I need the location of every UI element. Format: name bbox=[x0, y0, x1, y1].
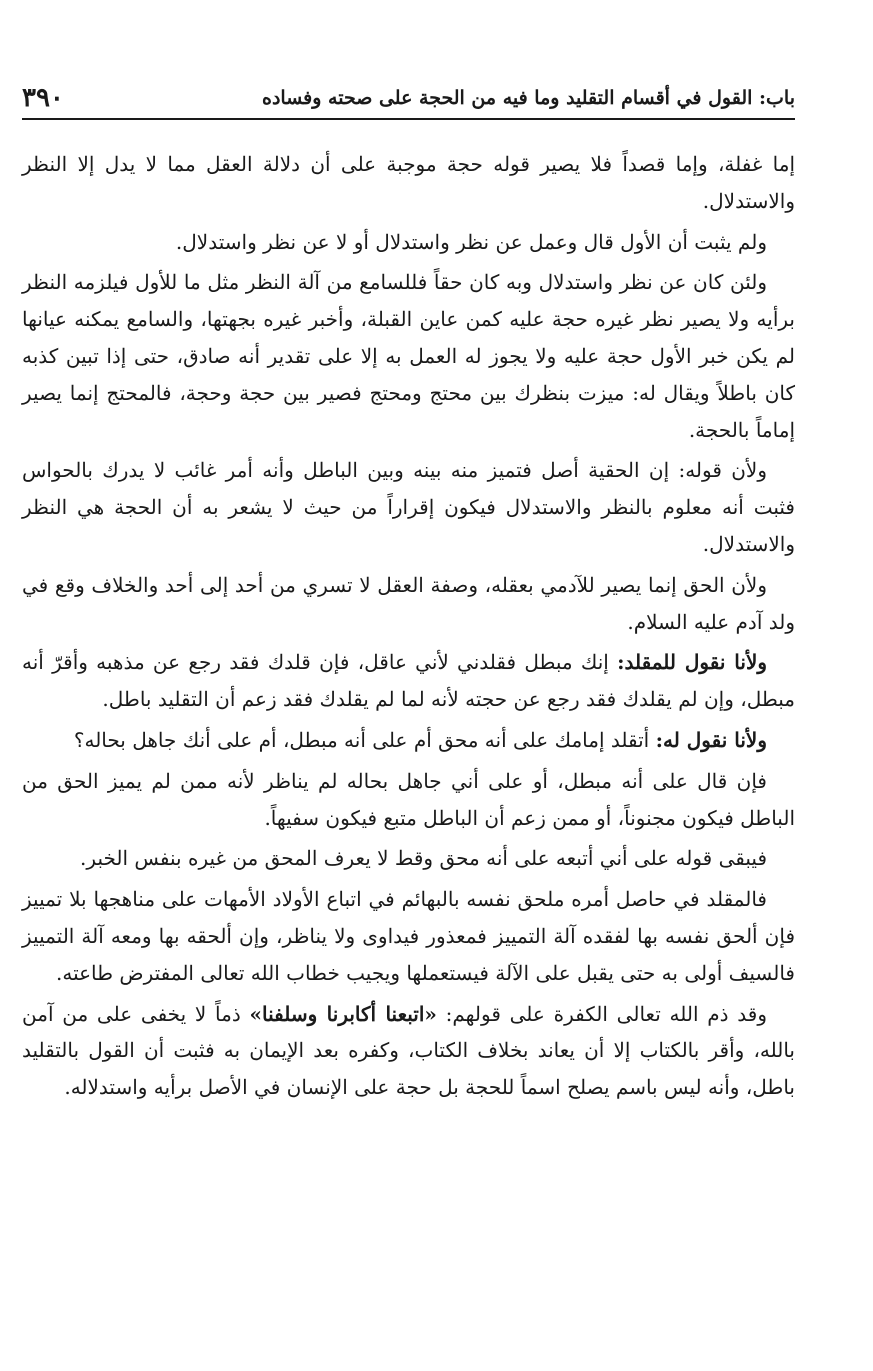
paragraph: ولأن قوله: إن الحقية أصل فتميز منه بينه وبين الباطل وأنه أمر غائب لا يدرك بالحواس فثبت أنه معلوم بالنظر والاستدلال فيكون إقراراً من حيث لا يشعر به أن الحجة هي النظر والاستدلال. bbox=[22, 458, 795, 556]
paragraph-text: إنك مبطل فقلدني لأني عاقل، فإن قلدك فقد رجع عن مذهبه وأقرّ أنه مبطل، وإن لم يقلدك فقد رجع عن حجته لأنه لما لم يقلدك فقد زعم أن التقليد باطل. bbox=[22, 650, 795, 712]
paragraph: فيبقى قوله على أني أتبعه على أنه محق وقط لا يعرف المحق من غيره بنفس الخبر. bbox=[80, 846, 767, 871]
quran-quote: «اتبعنا أكابرنا وسلفنا» bbox=[249, 1001, 437, 1026]
running-title: باب: القول في أقسام التقليد وما فيه من الحجة على صحته وفساده bbox=[262, 87, 795, 109]
paragraph bbox=[22, 996, 795, 1106]
page-number: ٣٩٠ bbox=[22, 83, 64, 113]
body-text bbox=[22, 146, 795, 1110]
paragraph-lead: ولأنا نقول له: bbox=[655, 727, 767, 752]
paragraph bbox=[22, 644, 795, 718]
paragraph: ولئن كان عن نظر واستدلال وبه كان حقاً فللسامع من آلة النظر مثل ما للأول فيلزمه النظر برأيه ولا يصير نظر غيره حجة عليه كمن عاين القبلة، وأخبر غيره بجهتها، والسامع يمكنه عيانها لم يكن خبر الأول حجة عليه ولا يجوز له العمل به إلا على تقدير أنه صادق، حتى إذا تبين كذبه كان باطلاً ويقال له: ميزت بنظرك بين محتج ومحتج فصير بين حجة وحجة، فالمحتج إنما يصير إماماً بالحجة. bbox=[22, 270, 795, 442]
paragraph-text: ذماً لا يخفى على من آمن بالله، وأقر بالكتاب إلا أن يعاند بخلاف الكتاب، وكفره بعد الإيمان به فثبت أن القول بالتقليد باطل، وأنه ليس باسم يصلح اسماً للحجة بل حجة على الإنسان في الأصل برأيه واستدلاله. bbox=[22, 1001, 795, 1100]
paragraph-text: أتقلد إمامك على أنه محق أم على أنه مبطل، أم على أنك جاهل بحاله؟ bbox=[73, 727, 656, 752]
paragraph bbox=[22, 722, 795, 759]
paragraph: فالمقلد في حاصل أمره ملحق نفسه بالبهائم في اتباع الأولاد الأمهات على مناهجها بلا تمييز فإن ألحق نفسه بها لفقده آلة التمييز فمعذور فيداوى ولا يناظر، وإن ألحقه بها ومعه آلة التمييز فالسيف أولى به حتى يقبل على الآلة فيستعملها ويجيب خطاب الله تعالى المفترض طاعته. bbox=[22, 887, 795, 985]
paragraph: إما غفلة، وإما قصداً فلا يصير قوله حجة موجبة على أن دلالة العقل مما لا يدل إلا النظر والاستدلال. bbox=[22, 152, 795, 213]
paragraph: ولأن الحق إنما يصير للآدمي بعقله، وصفة العقل لا تسري من أحد إلى أحد والخلاف وقع في ولد آدم عليه السلام. bbox=[22, 572, 795, 634]
paragraph: ولم يثبت أن الأول قال وعمل عن نظر واستدلال أو لا عن نظر واستدلال. bbox=[175, 229, 767, 254]
page-header bbox=[22, 78, 795, 120]
paragraph-lead: ولأنا نقول للمقلد: bbox=[617, 650, 768, 675]
paragraph: فإن قال على أنه مبطل، أو على أني جاهل بحاله لم يناظر لأنه ممن لم يميز الحق من الباطل فيكون مجنوناً، أو ممن زعم أن الباطل متبع فيكون سفيهاً. bbox=[22, 768, 795, 830]
paragraph-text: وقد ذم الله تعالى الكفرة على قولهم: bbox=[436, 1001, 767, 1026]
